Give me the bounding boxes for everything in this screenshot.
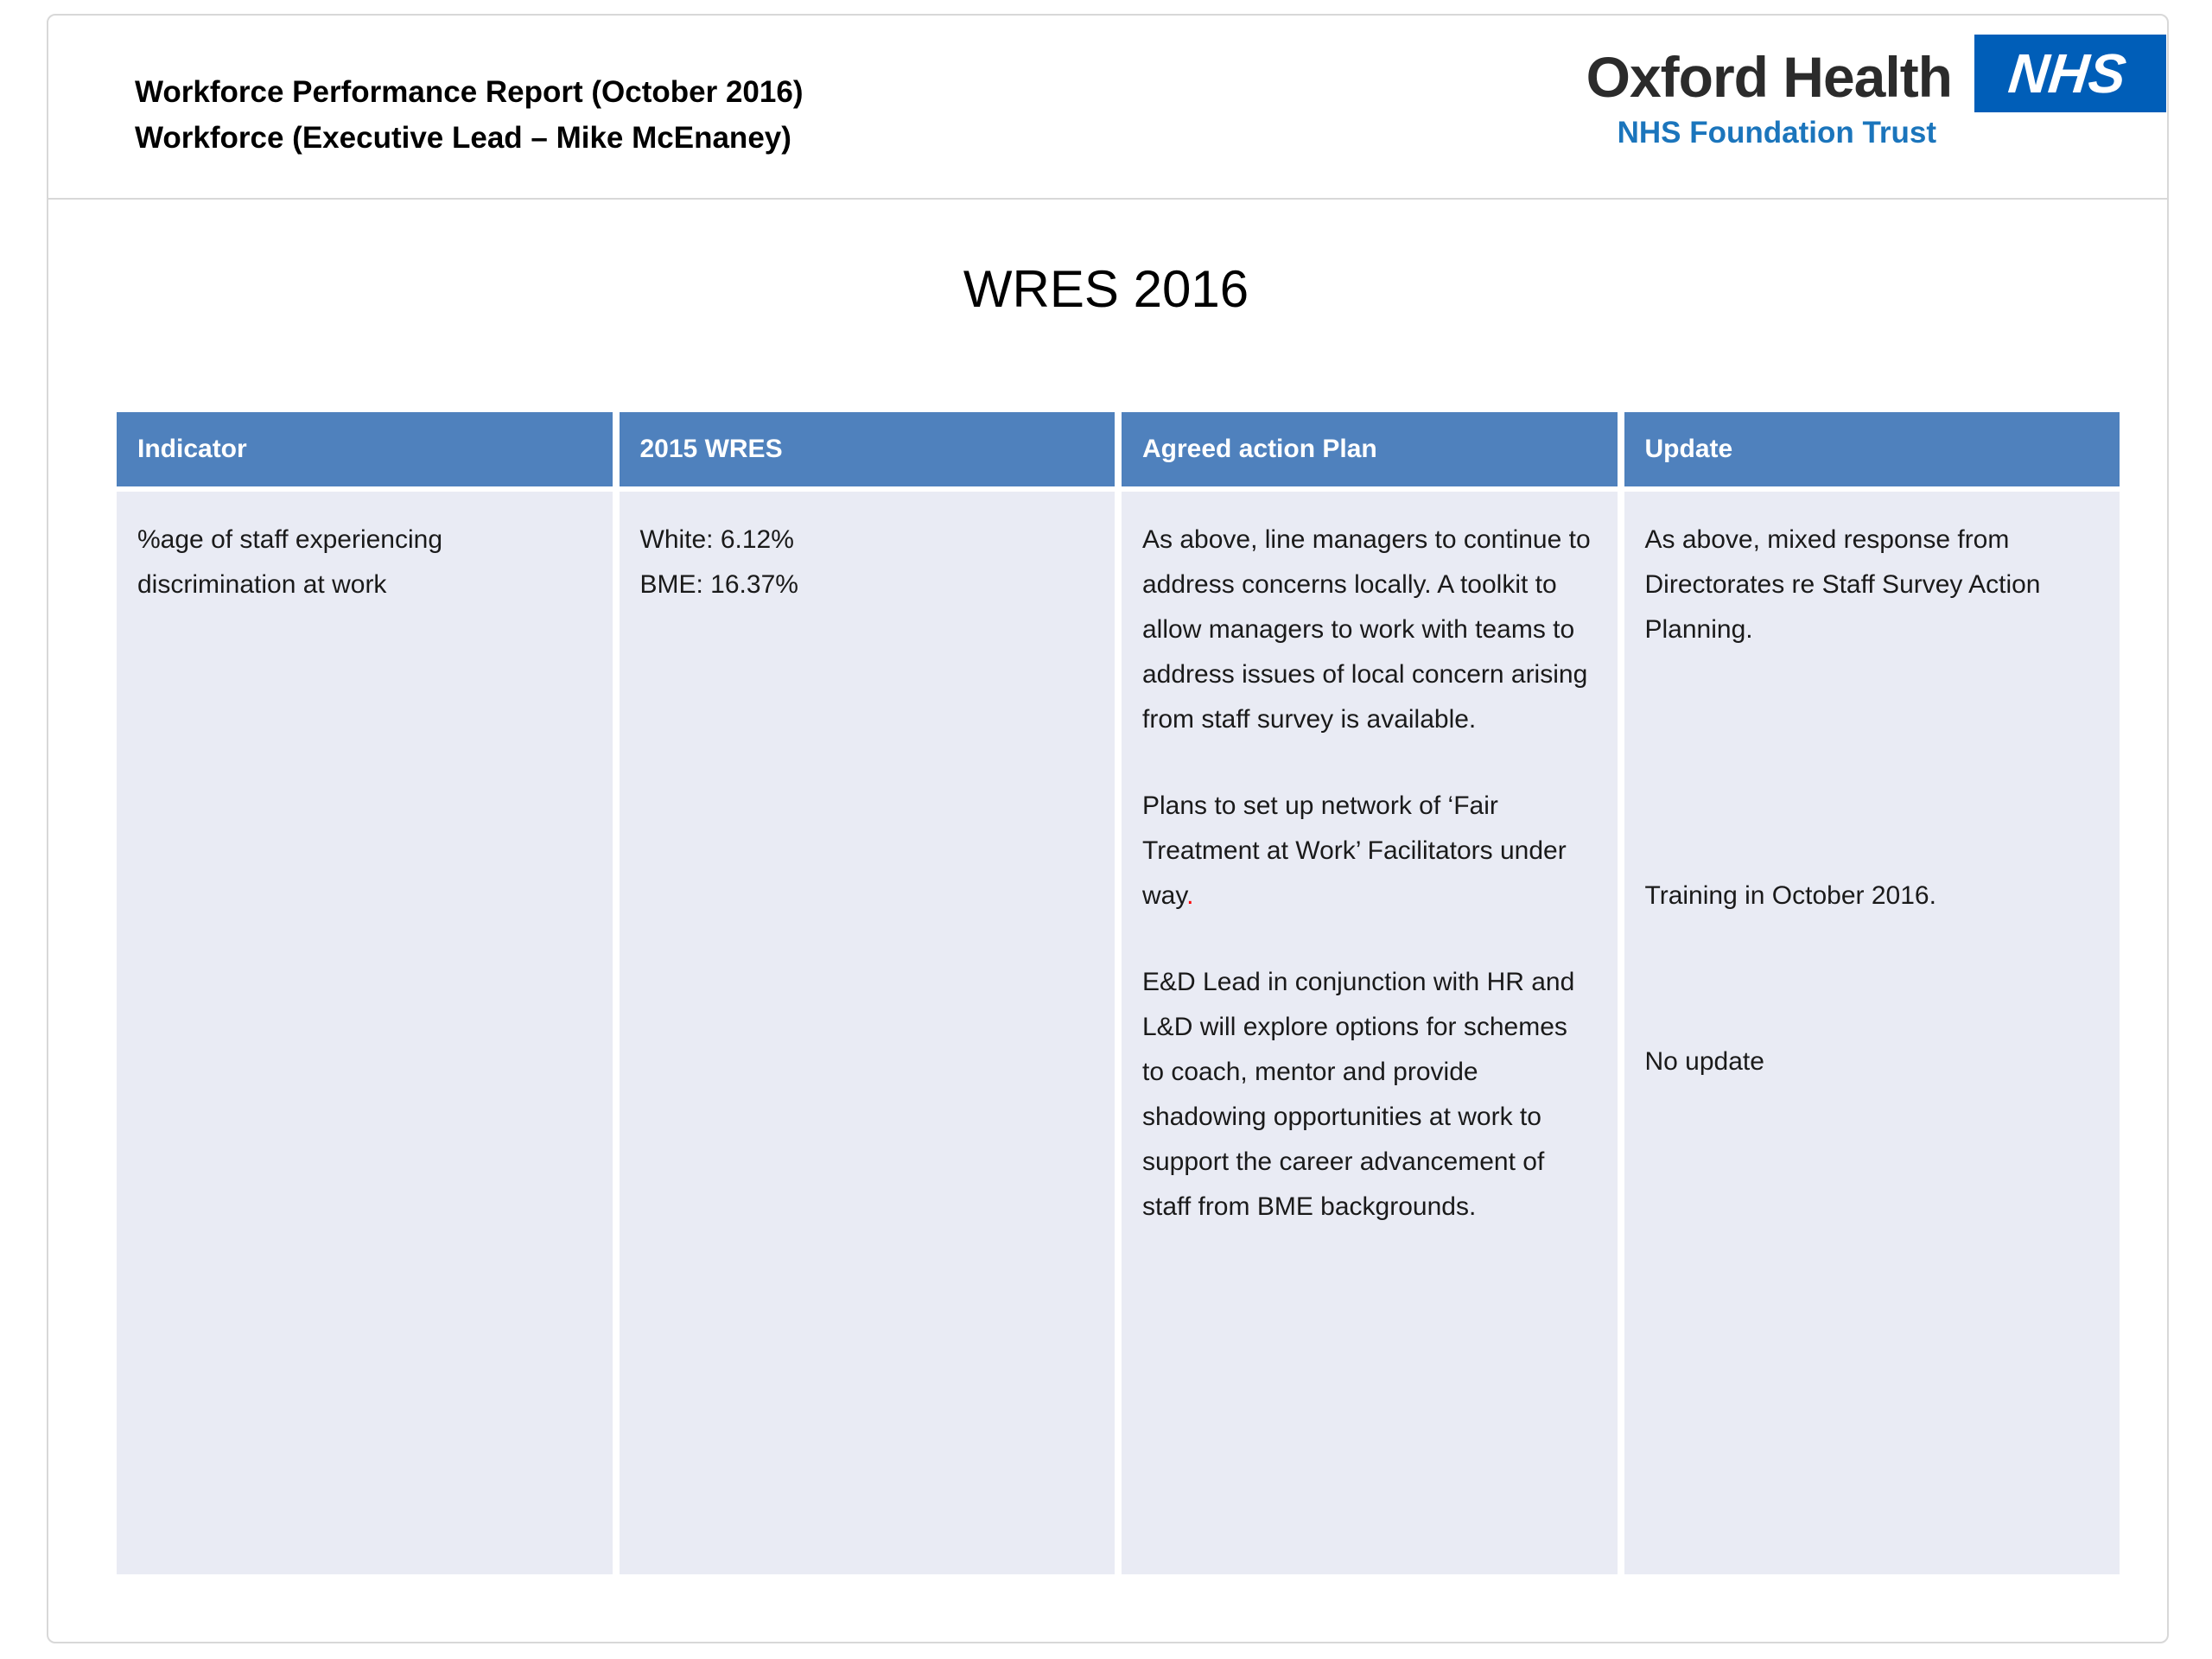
cell-indicator [117,492,613,1574]
header-cell-2015-wres: 2015 WRES [620,412,1116,486]
action-paragraph-3: E&D Lead in conjunction with HR and L&D will explore options for schemes to coach, mentor and provide shadowing opportunities at work to support the career advancement of staff from BME backgrounds. [1142,968,1575,1221]
red-period: . [1186,881,1194,910]
update-item-1: As above, mixed response from Directorates re Staff Survey Action Planning. [1644,525,2041,644]
nhs-logo-text: NHS [2005,42,2130,105]
header-cell-agreed-action-plan: Agreed action Plan [1122,412,1618,486]
indicator-text: %age of staff experiencing discrimination at work [137,525,443,599]
action-paragraph-1: As above, line managers to continue to address concerns locally. A toolkit to allow managers to work with teams to address issues of local concern arising from staff survey is available. [1142,525,1591,734]
oxford-health-wordmark [1586,45,1952,149]
oxford-health-name: Oxford Health [1586,45,1952,109]
cell-update [1624,492,2120,1574]
report-title-line2: Workforce (Executive Lead – Mike McEnaney) [135,121,791,155]
header-cell-indicator: Indicator [117,412,613,486]
report-title-line1: Workforce Performance Report (October 2016) [135,75,804,109]
nhs-foundation-trust-label: NHS Foundation Trust [1617,116,1937,149]
update-item-2: Training in October 2016. [1644,881,1936,910]
nhs-logo [1974,35,2166,112]
action-paragraph-2-text: Plans to set up network of ‘Fair Treatment at Work’ Facilitators under way [1142,791,1567,910]
header-cell-update: Update [1624,412,2120,486]
cell-agreed-action-plan [1122,492,1618,1574]
header-divider [48,198,2167,200]
update-item-3: No update [1644,1047,1764,1076]
wres-table [117,412,2120,1574]
report-header [135,69,803,161]
cell-2015-wres [620,492,1116,1574]
action-paragraph-2 [1142,784,1595,918]
page-title: WRES 2016 [963,260,1249,318]
wres-white-value: White: 6.12% [639,525,794,554]
oxford-health-logo [1586,35,2166,148]
wres-bme-value: BME: 16.37% [639,570,798,599]
